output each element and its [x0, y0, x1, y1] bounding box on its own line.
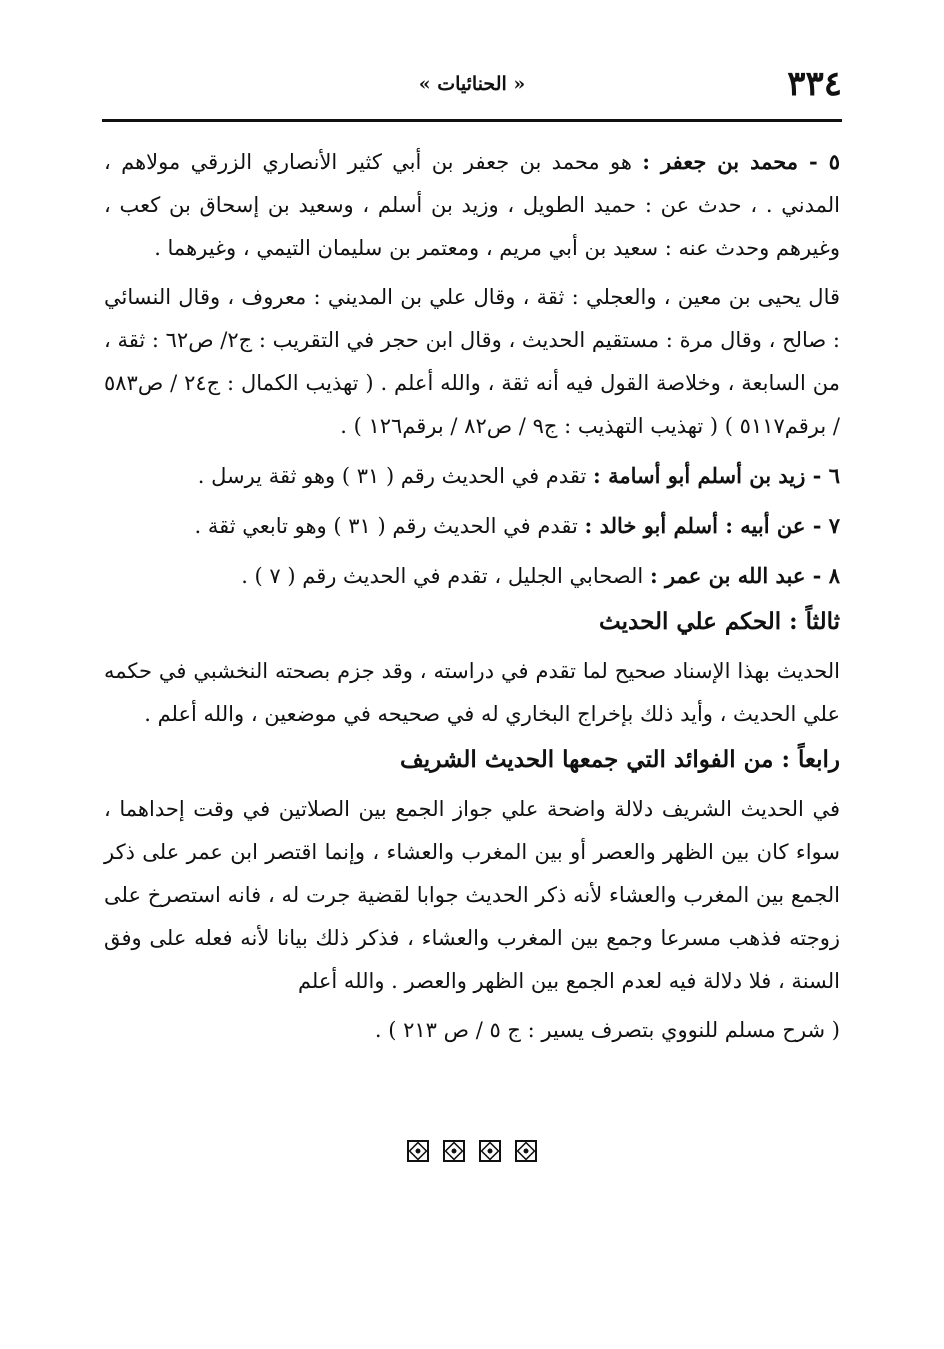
section-heading-ruling: ثالثاً : الحكم علي الحديث — [599, 608, 840, 635]
narrator-name: ٦ - زيد بن أسلم أبو أسامة : — [593, 463, 840, 488]
end-ornaments — [0, 1140, 944, 1162]
narrator-grading: قال يحيى بن معين ، والعجلي : ثقة ، وقال علي بن المديني : معروف ، وقال النسائي : صالح ، وقال مرة : مستقيم الحديث ، وقال ابن حجر في التقريب : ج٢/ ص٦٢ : ثقة ، من السابعة ، وخلاصة القول فيه أنه ثقة ، والله أعلم . ( تهذيب الكمال : ج٢٤ / ص٥٨٣ / برقم٥١١٧ ) ( تهذيب التهذيب : ج٩ / ص٨٢ / برقم١٢٦ ) . — [104, 285, 841, 438]
narrator-entry-8 — [104, 554, 840, 598]
narrator-name: ٨ - عبد الله بن عمر : — [649, 563, 840, 588]
ornament-square-icon — [443, 1140, 465, 1162]
narrator-bio: هو محمد بن جعفر بن أبي كثير الأنصاري الزرقي مولاهم ، المدني . ، حدث عن : حميد الطويل ، وزيد بن أسلم ، وسعيد بن إسحاق بن كعب ، وغيرهم وحدث عنه : سعيد بن أبي مريم ، ومعتمر بن سليمان التيمي ، وغيرهما . — [104, 150, 840, 260]
narrator-name: ٧ - عن أبيه : أسلم أبو خالد : — [584, 513, 840, 538]
source-citation: ( شرح مسلم للنووي بتصرف يسير : ج ٥ / ص ٢١٣ ) . — [374, 1018, 840, 1042]
section-heading-benefits: رابعاً : من الفوائد التي جمعها الحديث الشريف — [400, 746, 840, 773]
page-header — [102, 62, 842, 112]
narrator-note: الصحابي الجليل ، تقدم في الحديث رقم ( ٧ ) . — [241, 564, 644, 588]
narrator-note: تقدم في الحديث رقم ( ٣١ ) وهو ثقة يرسل . — [197, 464, 587, 488]
narrator-entry-6 — [104, 454, 840, 498]
page-body — [104, 140, 840, 1056]
benefits-paragraph: في الحديث الشريف دلالة واضحة علي جواز الجمع بين الصلاتين في وقت إحداهما ، سواء كان بين الظهر والعصر أو بين المغرب والعشاء ، وإنما اقتصر ابن عمر على ذكر الجمع بين المغرب والعشاء لأنه ذكر الحديث جوابا لقضية جرت له ، فانه استصرخ على زوجته فذهب مسرعا وجمع بين المغرب والعشاء ، فذكر ذلك بيانا لأنه فعله على وفق السنة ، فلا دلالة فيه لعدم الجمع بين الظهر والعصر . والله أعلم — [104, 797, 840, 993]
ornament-square-icon — [407, 1140, 429, 1162]
narrator-entry-5 — [104, 140, 840, 270]
narrator-note: تقدم في الحديث رقم ( ٣١ ) وهو تابعي ثقة . — [194, 514, 578, 538]
running-title: « الحنائيات » — [418, 73, 526, 95]
narrator-name: ٥ - محمد بن جعفر : — [642, 149, 840, 174]
narrator-entry-7 — [104, 504, 840, 548]
ornament-square-icon — [515, 1140, 537, 1162]
page-number: ٣٣٤ — [787, 64, 842, 104]
ornament-square-icon — [479, 1140, 501, 1162]
ruling-paragraph: الحديث بهذا الإسناد صحيح لما تقدم في دراسته ، وقد جزم بصحته النخشبي في حكمه علي الحديث ، وأيد ذلك بإخراج البخاري له في صحيحه في موضعين ، والله أعلم . — [104, 659, 840, 726]
header-rule — [102, 119, 842, 122]
